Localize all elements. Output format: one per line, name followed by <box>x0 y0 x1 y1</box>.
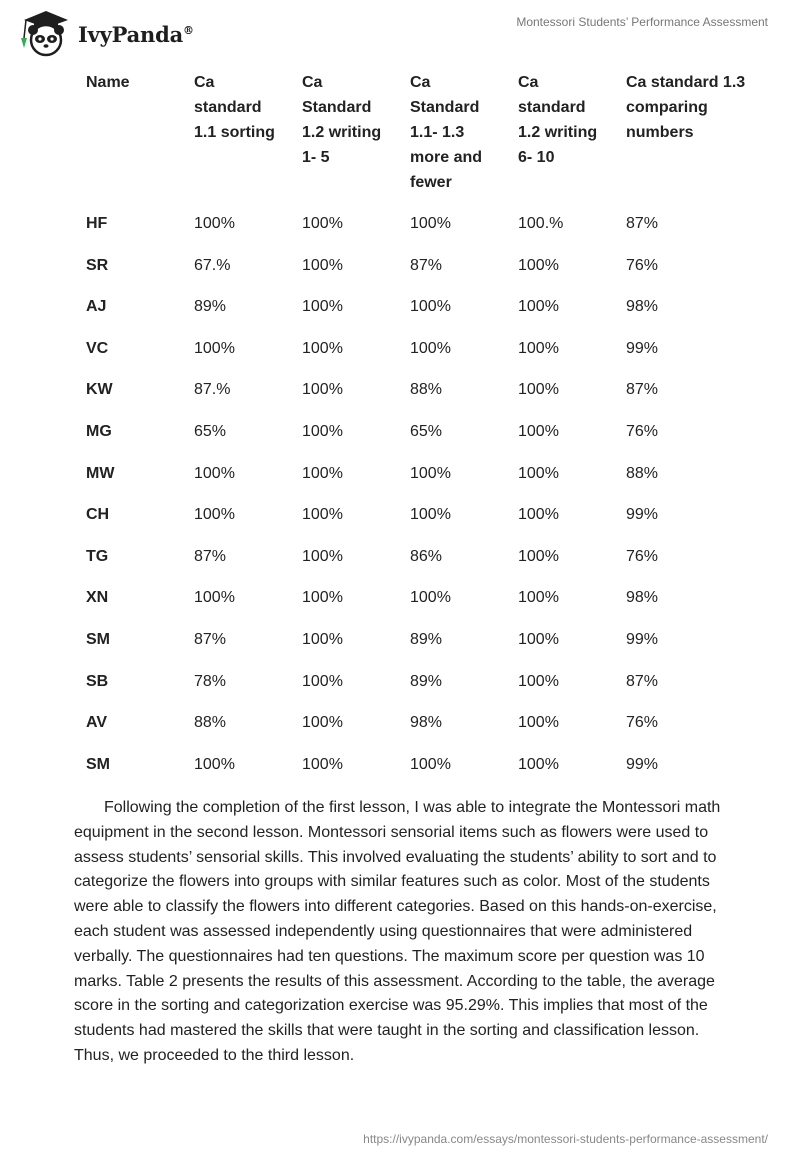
score-cell: 89% <box>410 630 443 648</box>
column-header: Ca Standard 1.2 writing 1- 5 <box>302 74 382 166</box>
score-cell: 87% <box>194 630 227 648</box>
column-header: Ca standard 1.1 sorting <box>194 74 275 141</box>
score-cell: 99% <box>626 339 659 357</box>
score-cell: 86% <box>410 547 443 565</box>
score-cell: 100.% <box>518 215 564 232</box>
table-row <box>74 585 768 627</box>
student-name-cell: MW <box>86 464 115 482</box>
student-name-cell: AV <box>86 714 108 732</box>
column-header: Ca standard 1.3 comparing numbers <box>626 74 746 141</box>
score-cell: 88% <box>626 464 659 482</box>
student-name-cell: KW <box>86 381 113 399</box>
score-cell: 100% <box>194 339 235 357</box>
score-cell: 100% <box>518 547 559 565</box>
panda-graduate-icon <box>16 8 76 58</box>
body-paragraph: Following the completion of the first lesson, I was able to integrate the Montessori math equipment in the second lesson. Montessori sensorial items such as flowers were used to assess students’ sensorial skills. This involved evaluating the students’ ability to sort and to categorize the flowers into groups with similar features such as color. Most of the students were able to classify the flowers into different categories. Based on this hands-on-exercise, each student was assessed independently using questionnaires that were administered verbally. The questionnaires had ten questions. The maximum score per question was 10 marks. Table 2 presents the results of this assessment. According to the table, the average score in the sorting and categorization exercise was 95.29%. This implies that most of the students had mastered the skills that were taught in the sorting and classification lesson. Thus, we proceeded to the third lesson. <box>74 799 721 1064</box>
score-cell: 89% <box>194 298 227 316</box>
table-row <box>74 627 768 669</box>
table-row <box>74 710 768 752</box>
score-cell: 87% <box>626 672 659 690</box>
ivypanda-logo[interactable] <box>16 8 194 58</box>
score-cell: 100% <box>410 298 451 316</box>
score-cell: 100% <box>302 422 343 440</box>
score-cell: 100% <box>518 672 559 690</box>
score-cell: 100% <box>302 298 343 316</box>
score-cell: 100% <box>518 506 559 524</box>
score-cell: 88% <box>410 381 443 399</box>
page-header <box>0 0 800 60</box>
column-header: Ca Standard 1.1- 1.3 more and fewer <box>410 74 483 191</box>
table-row <box>74 336 768 378</box>
student-name-cell: SM <box>86 630 110 648</box>
brand-name: IvyPanda® <box>78 21 194 47</box>
score-cell: 99% <box>626 755 659 773</box>
score-cell: 87% <box>194 547 227 565</box>
score-cell: 100% <box>194 215 235 232</box>
score-cell: 100% <box>410 506 451 524</box>
table-row <box>74 253 768 295</box>
student-name-cell: HF <box>86 215 108 232</box>
score-cell: 100% <box>518 422 559 440</box>
score-cell: 76% <box>626 714 659 732</box>
score-cell: 87% <box>626 381 659 399</box>
score-cell: 100% <box>194 464 235 482</box>
source-url[interactable]: https://ivypanda.com/essays/montessori-students-performance-assessment/ <box>363 1132 768 1146</box>
score-cell: 100% <box>194 589 235 607</box>
score-cell: 100% <box>410 464 451 482</box>
table-row <box>74 502 768 544</box>
score-cell: 100% <box>518 256 559 274</box>
score-cell: 88% <box>194 714 227 732</box>
score-cell: 100% <box>302 630 343 648</box>
score-cell: 100% <box>518 755 559 773</box>
student-name-cell: SB <box>86 672 109 690</box>
student-name-cell: MG <box>86 422 112 440</box>
student-name-cell: XN <box>86 589 109 607</box>
score-cell: 87% <box>626 215 659 232</box>
score-cell: 99% <box>626 506 659 524</box>
score-cell: 76% <box>626 422 659 440</box>
score-cell: 100% <box>302 589 343 607</box>
table-row <box>74 544 768 586</box>
table-row <box>74 669 768 711</box>
score-cell: 100% <box>194 755 235 773</box>
column-header: Name <box>86 74 130 91</box>
page-title: Montessori Students’ Performance Assessment <box>516 15 768 29</box>
column-header: Ca standard 1.2 writing 6- 10 <box>518 74 598 166</box>
score-cell: 100% <box>302 215 343 232</box>
table-row <box>74 294 768 336</box>
student-name-cell: VC <box>86 339 109 357</box>
score-cell: 98% <box>626 589 659 607</box>
table-row <box>74 752 768 794</box>
score-cell: 78% <box>194 672 227 690</box>
score-cell: 100% <box>518 381 559 399</box>
score-cell: 89% <box>410 672 443 690</box>
score-cell: 100% <box>410 215 451 232</box>
score-cell: 65% <box>410 422 443 440</box>
score-cell: 100% <box>518 630 559 648</box>
score-cell: 65% <box>194 422 227 440</box>
student-name-cell: SR <box>86 256 109 274</box>
table-row <box>74 211 768 253</box>
student-name-cell: CH <box>86 506 110 524</box>
score-cell: 100% <box>518 714 559 732</box>
score-cell: 100% <box>302 672 343 690</box>
score-cell: 100% <box>302 714 343 732</box>
score-cell: 100% <box>302 256 343 274</box>
score-cell: 100% <box>518 339 559 357</box>
score-cell: 100% <box>518 298 559 316</box>
table-body <box>74 211 768 793</box>
score-cell: 100% <box>302 547 343 565</box>
score-cell: 87.% <box>194 381 231 399</box>
table-row <box>74 419 768 461</box>
table-header-row <box>74 70 768 211</box>
student-name-cell: SM <box>86 755 110 773</box>
score-cell: 100% <box>410 755 451 773</box>
score-cell: 87% <box>410 256 443 274</box>
table-row <box>74 461 768 503</box>
score-cell: 99% <box>626 630 659 648</box>
score-cell: 100% <box>410 589 451 607</box>
score-cell: 100% <box>302 381 343 399</box>
score-cell: 98% <box>410 714 443 732</box>
student-name-cell: TG <box>86 547 109 565</box>
score-cell: 100% <box>518 589 559 607</box>
score-cell: 100% <box>302 339 343 357</box>
assessment-table <box>74 70 768 793</box>
student-name-cell: AJ <box>86 298 107 316</box>
score-cell: 100% <box>302 506 343 524</box>
score-cell: 76% <box>626 256 659 274</box>
score-cell: 100% <box>194 506 235 524</box>
score-cell: 76% <box>626 547 659 565</box>
table-row <box>74 377 768 419</box>
score-cell: 100% <box>518 464 559 482</box>
score-cell: 100% <box>302 755 343 773</box>
score-cell: 100% <box>410 339 451 357</box>
score-cell: 98% <box>626 298 659 316</box>
score-cell: 100% <box>302 464 343 482</box>
score-cell: 67.% <box>194 256 231 274</box>
